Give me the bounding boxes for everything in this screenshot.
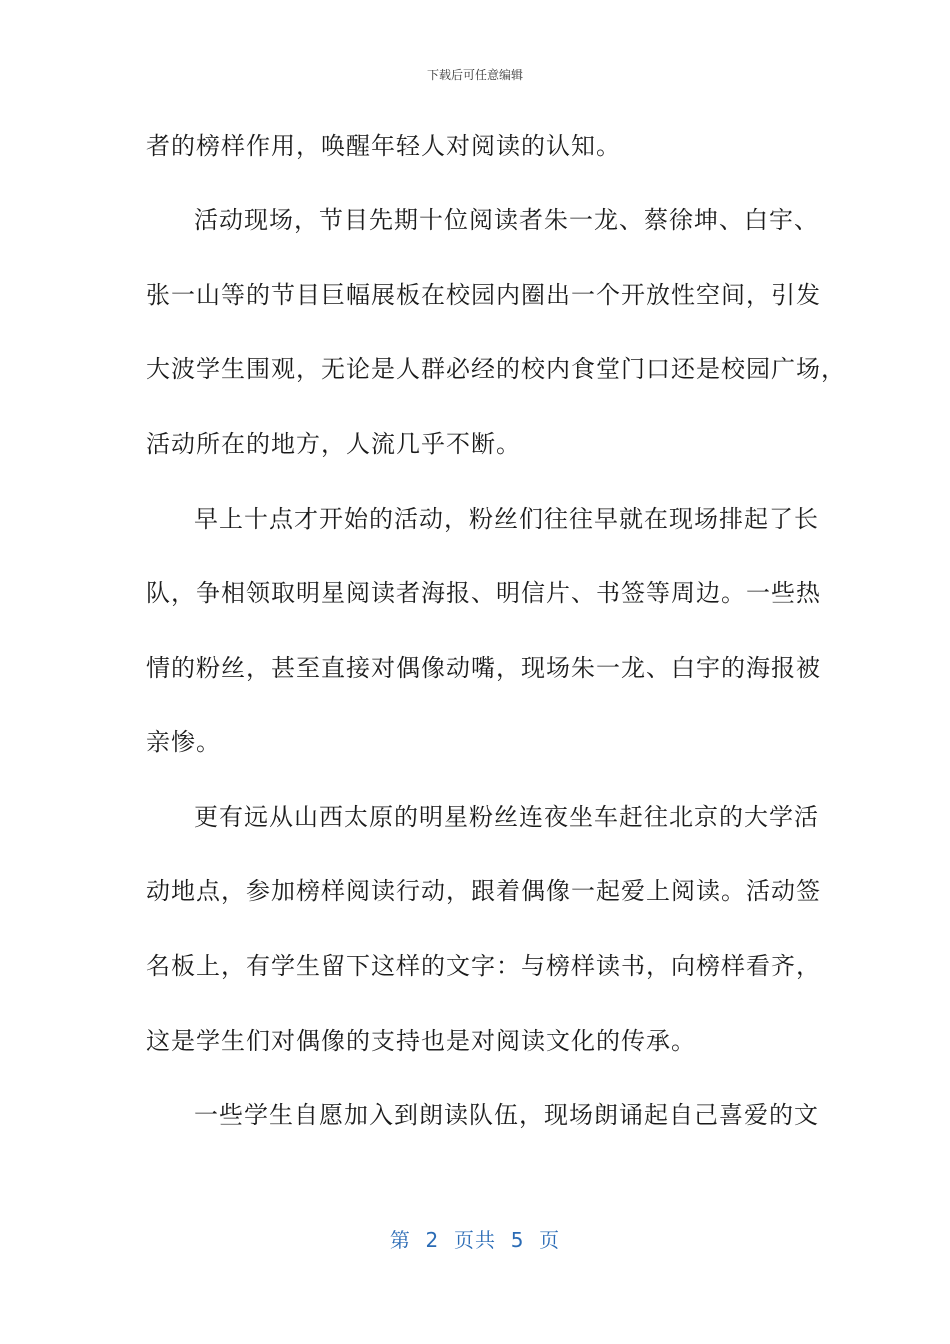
text-line: 更有远从山西太原的明星粉丝连夜坐车赶往北京的大学活 [194, 803, 819, 831]
text-line: 情的粉丝，甚至直接对偶像动嘴，现场朱一龙、白宇的海报被 [146, 654, 821, 682]
text-line: 早上十点才开始的活动，粉丝们往往早就在现场排起了长 [194, 505, 819, 533]
text-line: 活动所在的地方，人流几乎不断。 [146, 430, 521, 458]
text-line: 这是学生们对偶像的支持也是对阅读文化的传承。 [146, 1027, 696, 1055]
text-line: 名板上，有学生留下这样的文字：与榜样读书，向榜样看齐， [146, 952, 821, 980]
text-line: 张一山等的节目巨幅展板在校园内圈出一个开放性空间，引发 [146, 281, 821, 309]
text-line: 一些学生自愿加入到朗读队伍，现场朗诵起自己喜爱的文 [194, 1101, 819, 1129]
page-number: 第 2 页共 5 页 [389, 1228, 561, 1252]
text-line: 活动现场，节目先期十位阅读者朱一龙、蔡徐坤、白宇、 [194, 206, 819, 234]
text-line: 亲惨。 [146, 728, 221, 756]
text-line: 大波学生围观，无论是人群必经的校内食堂门口还是校园广场， [146, 355, 846, 383]
text-line: 队，争相领取明星阅读者海报、明信片、书签等周边。一些热 [146, 579, 821, 607]
header-note: 下载后可任意编辑 [426, 68, 523, 82]
text-line: 者的榜样作用，唤醒年轻人对阅读的认知。 [146, 132, 621, 160]
text-line: 动地点，参加榜样阅读行动，跟着偶像一起爱上阅读。活动签 [146, 877, 821, 905]
